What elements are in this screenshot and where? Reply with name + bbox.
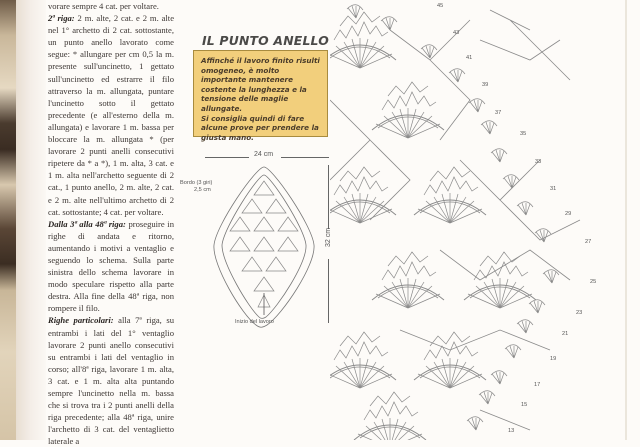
dimension-line	[205, 157, 249, 158]
dimension-line	[328, 259, 329, 323]
callout-text-2: Si consiglia quindi di fare alcune prove per prendere la giusta mano.	[201, 113, 319, 142]
instruction-rows-3-48	[48, 218, 174, 315]
row-number: 45	[437, 3, 444, 9]
dimension-line	[328, 165, 329, 229]
row-2-heading: 2ª riga:	[48, 13, 75, 24]
row-number: 17	[534, 382, 541, 388]
instruction-special-rows	[48, 314, 174, 447]
border-label-line-2: 2,5 cm	[194, 187, 211, 193]
row-number: 41	[466, 55, 473, 61]
row-number: 19	[550, 356, 557, 362]
start-label: Inizio del lavoro	[235, 319, 274, 325]
crochet-chart-diagram	[330, 0, 610, 440]
row-number: 31	[550, 186, 557, 192]
row-number: 21	[562, 331, 569, 337]
row-number: 35	[520, 131, 527, 137]
shape-schema-diagram	[212, 165, 316, 330]
row-number: 15	[521, 402, 528, 408]
row-2-text: 2 m. alte, 2 cat. e 2 m. alte nel 1° archetto di 2 cat. sottostante, un punto anello lavorato come segue: * allungare per cm 0,5 la m. presente sull'uncinetto, 1 gettato sull'uncinetto ed estrarre il filo attraverso la m. allungata, puntare l'uncinetto sotto il gettato precedente (e all'esterno della m. allungata) e lavorare 1 m. bassa per bloccare la m. allungata * (per lavorare 2 punti anelli consecutivi ripetere da * a *), 1 m. alta, 3 cat. e 1 m. alta nell'archetto seguente di 2 cat., 1 punto anello, 2 m. alte, 2 cat. e 2 m. alte nell'ultimo archetto di 2 cat. sottostante; 4 cat. per voltare.	[48, 13, 175, 217]
instructions-column	[48, 0, 174, 447]
page-gutter-shadow	[16, 0, 46, 440]
row-number: 37	[495, 110, 502, 116]
width-dimension	[205, 152, 329, 162]
special-rows-text: alla 7ª riga, su entrambi i lati del 1° ventaglio lavorare 2 punti anello consecutivi su entrambi i lati del ventaglio in corso; all'8ª riga, lavorare 1 m. alta, 3 cat. e 1 m. alta alta puntando sempre l'uncinetto nella m. bassa che si trova tra i 2 punti anelli della riga precedente; alla 48ª riga, unire l'archetto di 3 cat. del ventaglietto laterale a	[48, 315, 174, 447]
special-rows-heading: Righe particolari:	[48, 315, 114, 326]
border-label-line-1: Bordo (3 giri)	[180, 180, 213, 186]
callout-title: IL PUNTO ANELLO	[202, 33, 329, 48]
book-spine-photo	[0, 0, 16, 440]
instruction-line: vorare sempre 4 cat. per voltare.	[48, 1, 159, 11]
page-edge	[625, 0, 627, 440]
dimension-line	[281, 157, 329, 158]
row-number: 13	[508, 428, 515, 434]
row-number: 39	[482, 82, 489, 88]
height-label: 32 cm	[325, 227, 333, 248]
rows-3-48-text: proseguire in righe di andata e ritorno, aumentando i motivi a ventaglio e seguendo lo schema. Sulla parte sinistra dello schema lavorare in modo speculare rispetto alla parte destra. Alla fine della 48ª riga, non rompere il filo.	[48, 218, 174, 314]
row-number: 23	[576, 310, 583, 316]
row-number: 33	[535, 159, 542, 165]
rows-3-48-heading: Dalla 3ª alla 48ª riga:	[48, 218, 126, 229]
width-label: 24 cm	[254, 151, 274, 158]
row-number: 43	[453, 30, 460, 36]
row-number: 27	[585, 239, 592, 245]
callout-text-1: Affinché il lavoro finito risulti omogeneo, è molto importante mantenere costente la lunghezza e la tensione delle maglie allungate.	[201, 56, 320, 113]
callout-box	[193, 50, 328, 142]
row-number: 29	[565, 211, 572, 217]
instruction-row-2	[48, 12, 174, 218]
row-number: 25	[590, 279, 597, 285]
border-label	[180, 180, 212, 194]
